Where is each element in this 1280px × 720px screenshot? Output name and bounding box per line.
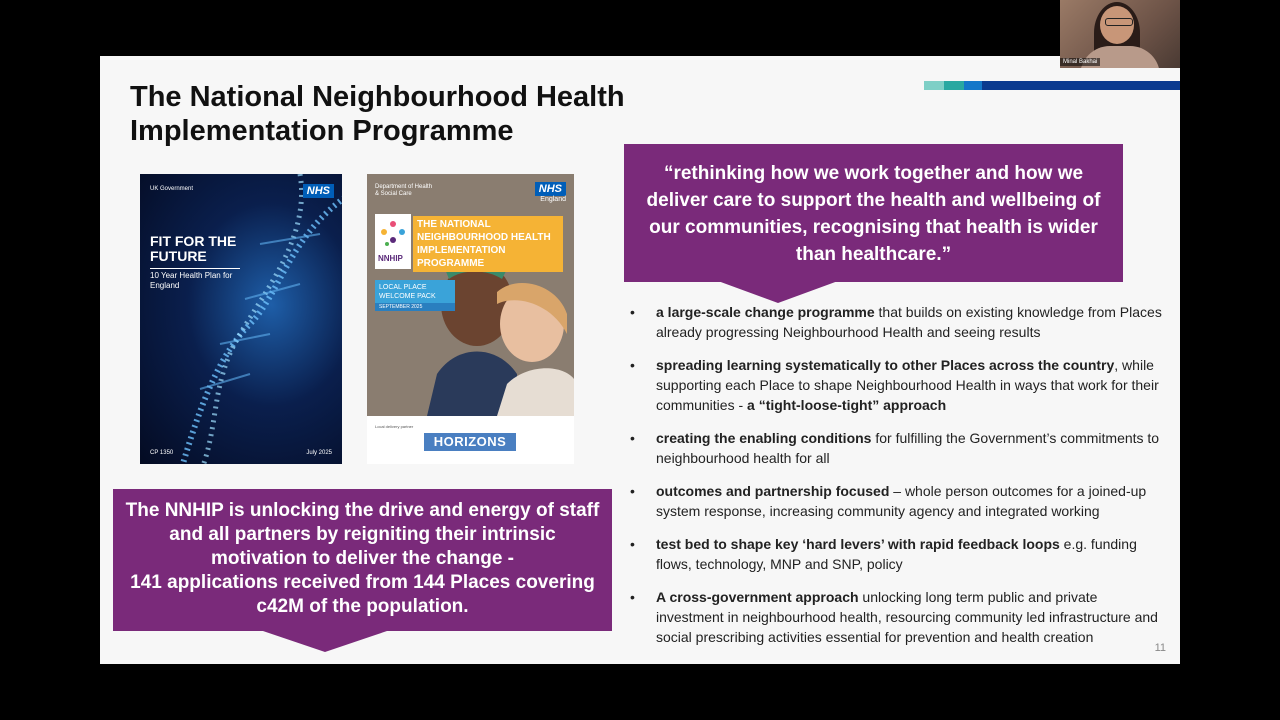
bullet-item: • spreading learning systematically to other Places across the country, while supporting each Place to shape Neighbourhood Health in ways that work for their communities - a “tight-loose-tight” approach (630, 357, 1159, 413)
dhsc-label: Department of Health & Social Care (375, 184, 433, 197)
cover-2-title: THE NATIONAL NEIGHBOURHOOD HEALTH IMPLEMENTATION PROGRAMME (413, 216, 563, 272)
nhs-region: England (540, 196, 566, 203)
nnhip-figures-icon (375, 216, 411, 252)
dna-helix-icon (140, 174, 342, 464)
nnhip-welcome-pack-cover (367, 174, 574, 464)
accent-bar-4 (982, 81, 1180, 90)
nnhip-summary-line-1: The NNHIP is unlocking the drive and energy of staff and all partners by reigniting their intrinsic motivation to deliver the change - (125, 500, 600, 569)
cover-reference: CP 1350 (150, 450, 174, 456)
slide-title: The National Neighbourhood Health Implementation Programme (130, 81, 625, 147)
uk-government-label: UK Government (150, 186, 194, 192)
presentation-slide (100, 56, 1180, 664)
page-number: 11 (1154, 642, 1166, 654)
welcome-pack-label: LOCAL PLACE WELCOME PACK (375, 280, 455, 304)
participant-video-tile[interactable] (1060, 0, 1180, 68)
fit-for-the-future-cover (140, 174, 342, 464)
accent-bar-2 (944, 81, 964, 90)
welcome-pack-date: SEPTEMBER 2025 (375, 303, 455, 311)
cover-date: July 2025 (306, 450, 332, 456)
nnhip-summary-box (113, 489, 612, 631)
nnhip-logo (375, 214, 411, 269)
nnhip-summary-line-2: 141 applications received from 144 Places covering c42M of the population. (130, 572, 595, 617)
nnhip-box-tail (260, 630, 390, 652)
accent-bar-1 (924, 81, 944, 90)
bullet-item: • a large-scale change programme that builds on existing knowledge from Places already progressing Neighbourhood Health and seeing results (630, 304, 1162, 340)
cover-title: FIT FOR THE FUTURE (150, 233, 237, 264)
nhs-logo-2: NHS (535, 182, 566, 196)
bullet-item: • A cross-government approach unlocking long term public and private investment in neighbourhood health, resourcing community led infrastructure and social prescribing activities essential for prevention and health creation (630, 589, 1158, 645)
horizons-logo: HORIZONS (424, 433, 516, 451)
bullet-item: • test bed to shape key ‘hard levers’ with rapid feedback loops e.g. funding flows, technology, MNP and SNP, policy (630, 536, 1137, 572)
bullet-item: • creating the enabling conditions for fulfilling the Government’s commitments to neighbourhood health for all (630, 430, 1160, 466)
nhs-logo: NHS (303, 184, 334, 198)
nnhip-logo-text: NNHIP (378, 254, 403, 263)
accent-bar-3 (964, 81, 982, 90)
quote-box: “rethinking how we work together and how we deliver care to support the health and wellbeing of our communities, recognising that health is wider than healthcare.” (624, 144, 1123, 282)
cover-divider (150, 268, 240, 269)
participant-name: Minal Bakhai (1060, 58, 1100, 66)
glasses-icon (1105, 18, 1133, 26)
bullet-list (626, 302, 1166, 660)
cover-subtitle: 10 Year Health Plan for England (150, 271, 233, 290)
partner-label: Local delivery partner (375, 424, 414, 429)
bullet-item: • outcomes and partnership focused – whole person outcomes for a joined-up system response, increasing community agency and integrated working (630, 483, 1147, 519)
quote-box-tail (718, 281, 838, 303)
